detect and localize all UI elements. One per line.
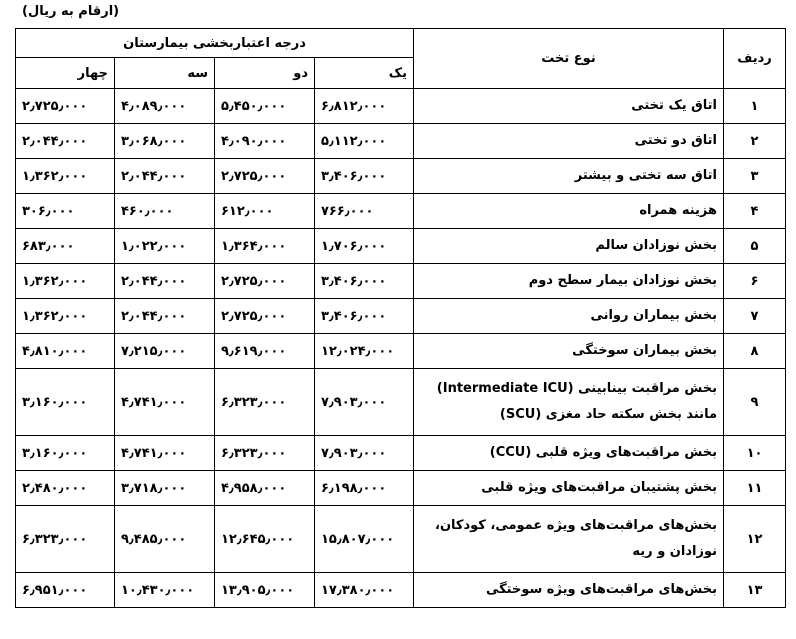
bed-type-cell (414, 229, 724, 264)
row-number: ۳ (724, 159, 786, 194)
bed-type-line: اتاق دو تختی (634, 133, 717, 148)
bed-type-line: مانند بخش سکته حاد مغزی (SCU) (499, 407, 717, 422)
grade-two-value: ۴٫۰۹۰٫۰۰۰ (215, 124, 315, 159)
row-number: ۱۰ (724, 436, 786, 471)
tariff-table (15, 28, 786, 608)
grade-four-value: ۱٫۳۶۲٫۰۰۰ (16, 159, 115, 194)
header-grade-four: چهار (16, 58, 115, 89)
grade-four-value: ۴٫۸۱۰٫۰۰۰ (16, 334, 115, 369)
bed-type-cell (414, 124, 724, 159)
grade-four-value: ۱٫۳۶۲٫۰۰۰ (16, 299, 115, 334)
bed-type-cell (414, 471, 724, 506)
bed-type-line: اتاق سه تختی و بیشتر (574, 168, 717, 183)
row-number: ۸ (724, 334, 786, 369)
grade-two-value: ۹٫۶۱۹٫۰۰۰ (215, 334, 315, 369)
grade-two-value: ۴٫۹۵۸٫۰۰۰ (215, 471, 315, 506)
grade-one-value: ۷٫۹۰۳٫۰۰۰ (315, 436, 414, 471)
grade-three-value: ۲٫۰۴۴٫۰۰۰ (115, 159, 215, 194)
bed-type-line: بخش‌های مراقبت‌های ویژه سوختگی (485, 582, 717, 597)
bed-type-line: بخش نوزادان بیمار سطح دوم (528, 273, 717, 288)
grade-three-value: ۴۶۰٫۰۰۰ (115, 194, 215, 229)
bed-type-line: اتاق یک تختی (631, 98, 717, 113)
grade-four-value: ۶۸۳٫۰۰۰ (16, 229, 115, 264)
grade-two-value: ۱۲٫۶۴۵٫۰۰۰ (215, 506, 315, 573)
grade-three-value: ۲٫۰۴۴٫۰۰۰ (115, 264, 215, 299)
grade-four-value: ۳٫۱۶۰٫۰۰۰ (16, 436, 115, 471)
grade-four-value: ۳٫۱۶۰٫۰۰۰ (16, 369, 115, 436)
grade-three-value: ۴٫۰۸۹٫۰۰۰ (115, 89, 215, 124)
bed-type-line: بخش نوزادان سالم (595, 238, 717, 253)
bed-type-cell (414, 369, 724, 436)
bed-type-cell (414, 436, 724, 471)
row-number: ۱۳ (724, 573, 786, 608)
bed-type-cell (414, 264, 724, 299)
row-number: ۲ (724, 124, 786, 159)
grade-four-value: ۳۰۶٫۰۰۰ (16, 194, 115, 229)
row-number: ۵ (724, 229, 786, 264)
row-number: ۹ (724, 369, 786, 436)
table-row (16, 159, 786, 194)
unit-note: (ارقام به ریال) (22, 4, 120, 19)
grade-one-value: ۶٫۸۱۲٫۰۰۰ (315, 89, 414, 124)
grade-two-value: ۶٫۳۲۳٫۰۰۰ (215, 369, 315, 436)
grade-two-value: ۱٫۳۶۴٫۰۰۰ (215, 229, 315, 264)
grade-two-value: ۶٫۳۲۳٫۰۰۰ (215, 436, 315, 471)
grade-two-value: ۶۱۲٫۰۰۰ (215, 194, 315, 229)
grade-two-value: ۱۳٫۹۰۵٫۰۰۰ (215, 573, 315, 608)
grade-two-value: ۲٫۷۲۵٫۰۰۰ (215, 159, 315, 194)
grade-one-value: ۵٫۱۱۲٫۰۰۰ (315, 124, 414, 159)
grade-three-value: ۱۰٫۴۳۰٫۰۰۰ (115, 573, 215, 608)
bed-type-line: بخش بیماران سوختگی (572, 343, 717, 358)
table-row (16, 299, 786, 334)
grade-four-value: ۶٫۳۲۳٫۰۰۰ (16, 506, 115, 573)
table-row (16, 124, 786, 159)
row-number: ۱۱ (724, 471, 786, 506)
grade-two-value: ۲٫۷۲۵٫۰۰۰ (215, 264, 315, 299)
grade-one-value: ۱٫۷۰۶٫۰۰۰ (315, 229, 414, 264)
table-row (16, 506, 786, 573)
grade-one-value: ۶٫۱۹۸٫۰۰۰ (315, 471, 414, 506)
bed-type-cell (414, 573, 724, 608)
grade-two-value: ۵٫۴۵۰٫۰۰۰ (215, 89, 315, 124)
grade-one-value: ۱۵٫۸۰۷٫۰۰۰ (315, 506, 414, 573)
header-row-number: ردیف (724, 29, 786, 89)
bed-type-line: بخش بیماران روانی (590, 308, 717, 323)
header-grade-two: دو (215, 58, 315, 89)
header-grade-three: سه (115, 58, 215, 89)
table-header (16, 29, 786, 89)
grade-one-value: ۷٫۹۰۳٫۰۰۰ (315, 369, 414, 436)
table-row (16, 471, 786, 506)
grade-one-value: ۳٫۴۰۶٫۰۰۰ (315, 264, 414, 299)
row-number: ۴ (724, 194, 786, 229)
header-bed-type: نوع تخت (414, 29, 724, 89)
table-row (16, 573, 786, 608)
header-grade-one: یک (315, 58, 414, 89)
row-number: ۶ (724, 264, 786, 299)
grade-three-value: ۱٫۰۲۲٫۰۰۰ (115, 229, 215, 264)
grade-four-value: ۲٫۰۴۴٫۰۰۰ (16, 124, 115, 159)
table-row (16, 369, 786, 436)
row-number: ۷ (724, 299, 786, 334)
grade-three-value: ۴٫۷۴۱٫۰۰۰ (115, 436, 215, 471)
bed-type-cell (414, 506, 724, 573)
bed-type-cell (414, 334, 724, 369)
grade-three-value: ۴٫۷۴۱٫۰۰۰ (115, 369, 215, 436)
table-row (16, 436, 786, 471)
grade-three-value: ۷٫۲۱۵٫۰۰۰ (115, 334, 215, 369)
grade-one-value: ۱۲٫۰۲۴٫۰۰۰ (315, 334, 414, 369)
grade-three-value: ۲٫۰۴۴٫۰۰۰ (115, 299, 215, 334)
grade-two-value: ۲٫۷۲۵٫۰۰۰ (215, 299, 315, 334)
table-row (16, 334, 786, 369)
grade-one-value: ۳٫۴۰۶٫۰۰۰ (315, 299, 414, 334)
bed-type-cell (414, 194, 724, 229)
grade-three-value: ۳٫۰۶۸٫۰۰۰ (115, 124, 215, 159)
grade-four-value: ۶٫۹۵۱٫۰۰۰ (16, 573, 115, 608)
grade-three-value: ۹٫۴۸۵٫۰۰۰ (115, 506, 215, 573)
table-row (16, 89, 786, 124)
bed-type-cell (414, 299, 724, 334)
bed-type-line: هزینه همراه (639, 203, 717, 218)
header-accreditation-grade: درجه اعتباربخشی بیمارستان (16, 29, 414, 58)
grade-four-value: ۲٫۷۲۵٫۰۰۰ (16, 89, 115, 124)
grade-four-value: ۱٫۳۶۲٫۰۰۰ (16, 264, 115, 299)
table-row (16, 229, 786, 264)
bed-type-cell (414, 89, 724, 124)
row-number: ۱۲ (724, 506, 786, 573)
bed-type-line: بخش‌های مراقبت‌های ویژه عمومی، کودکان، (435, 518, 717, 533)
grade-four-value: ۲٫۴۸۰٫۰۰۰ (16, 471, 115, 506)
grade-one-value: ۱۷٫۳۸۰٫۰۰۰ (315, 573, 414, 608)
bed-type-cell (414, 159, 724, 194)
bed-type-line: بخش مراقبت بینابینی (Intermediate ICU) (436, 381, 717, 396)
grade-one-value: ۳٫۴۰۶٫۰۰۰ (315, 159, 414, 194)
table-row (16, 194, 786, 229)
grade-three-value: ۳٫۷۱۸٫۰۰۰ (115, 471, 215, 506)
row-number: ۱ (724, 89, 786, 124)
grade-one-value: ۷۶۶٫۰۰۰ (315, 194, 414, 229)
bed-type-line: نوزادان و ریه (632, 544, 717, 559)
bed-type-line: بخش پشتیبان مراقبت‌های ویژه قلبی (481, 480, 717, 495)
table-body (16, 89, 786, 608)
table-row (16, 264, 786, 299)
bed-type-line: بخش مراقبت‌های ویژه قلبی (CCU) (489, 445, 717, 460)
